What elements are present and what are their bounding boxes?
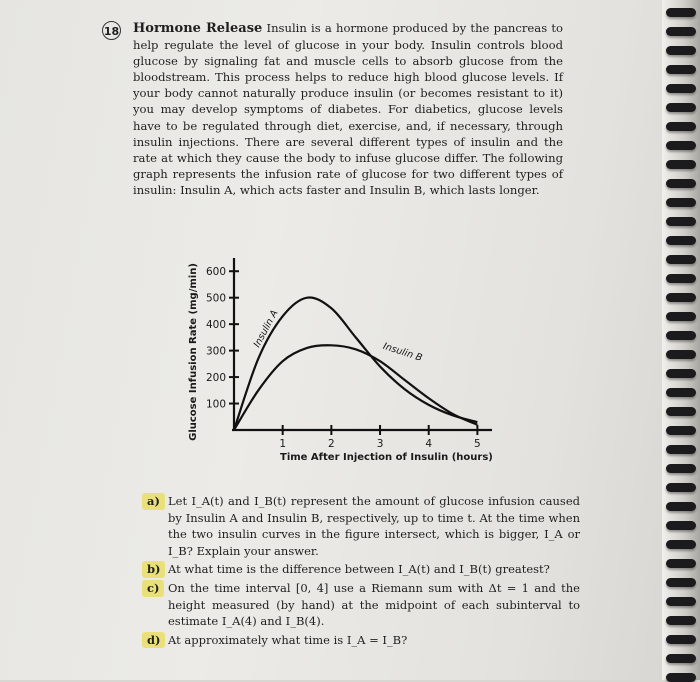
binding-ring xyxy=(666,540,696,549)
binding-ring xyxy=(666,236,696,245)
binding-ring xyxy=(666,521,696,530)
question-c xyxy=(140,580,580,630)
binding-ring xyxy=(666,8,696,17)
binding-ring xyxy=(666,407,696,416)
x-tick-label: 4 xyxy=(425,438,433,450)
binding-ring xyxy=(666,65,696,74)
problem-number: 18 xyxy=(102,21,121,40)
question-a-text: Let I_A(t) and I_B(t) represent the amount of glucose infusion caused by Insulin A and Insulin B, respectively, up to time t. At the time when the two insulin curves in the figure intersect, which is bigger, I_A or I_B? Explain your answer. xyxy=(168,494,580,558)
x-axis-title: Time After Injection of Insulin (hours) xyxy=(280,452,493,463)
binding-ring xyxy=(666,616,696,625)
insulin-b-curve xyxy=(234,345,477,430)
binding-ring xyxy=(666,369,696,378)
binding-ring xyxy=(666,312,696,321)
y-tick-label: 200 xyxy=(205,372,226,385)
question-d-label: d) xyxy=(142,632,165,649)
binding-ring xyxy=(666,160,696,169)
binding-ring xyxy=(666,274,696,283)
question-d xyxy=(140,632,580,649)
binding-ring xyxy=(666,293,696,302)
question-b-text: At what time is the difference between I_A(t) and I_B(t) greatest? xyxy=(168,562,550,577)
binding-ring xyxy=(666,654,696,663)
insulin-b-label: Insulin B xyxy=(381,340,424,364)
binding-ring xyxy=(666,502,696,511)
binding-ring xyxy=(666,84,696,93)
y-tick-label: 500 xyxy=(205,292,226,305)
binding-ring xyxy=(666,46,696,55)
y-tick-label: 100 xyxy=(205,398,226,411)
binding-ring xyxy=(666,122,696,131)
x-tick-label: 5 xyxy=(474,438,481,450)
binding-ring xyxy=(666,559,696,568)
question-list xyxy=(140,486,580,648)
binding-ring xyxy=(666,388,696,397)
binding-ring xyxy=(666,331,696,340)
binding-ring xyxy=(666,141,696,150)
binding-ring xyxy=(666,635,696,644)
binding-ring xyxy=(666,217,696,226)
binding-ring xyxy=(666,103,696,112)
y-tick-label: 300 xyxy=(205,345,226,358)
question-d-text: At approximately what time is I_A = I_B? xyxy=(168,632,408,647)
problem-title: Hormone Release xyxy=(133,21,263,36)
binding-ring xyxy=(666,255,696,264)
binding-ring xyxy=(666,578,696,587)
problem-text xyxy=(133,20,563,198)
binding-ring xyxy=(666,483,696,492)
binding-ring xyxy=(666,27,696,36)
binding-ring xyxy=(666,350,696,359)
question-b xyxy=(140,561,580,578)
y-tick-label: 600 xyxy=(205,266,226,279)
binding-ring xyxy=(666,597,696,606)
binding-ring xyxy=(666,464,696,473)
binding-ring xyxy=(666,426,696,435)
question-c-label: c) xyxy=(142,580,164,597)
binding-ring xyxy=(666,198,696,207)
y-tick-label: 400 xyxy=(205,319,226,332)
x-tick-label: 2 xyxy=(328,438,335,450)
binding-ring xyxy=(666,179,696,188)
question-a xyxy=(140,493,580,559)
question-a-label: a) xyxy=(142,493,165,510)
question-b-label: b) xyxy=(142,561,165,578)
x-tick-label: 1 xyxy=(279,438,287,450)
problem-body: Insulin is a hormone produced by the pancreas to help regulate the level of glucose in your body. Insulin controls blood glucose by signaling fat and muscle cells to absorb glucose from the bloodstream. This process helps to reduce high blood glucose levels. If your body cannot naturally produce insulin (or becomes resistant to it) you may develop symptoms of diabetes. For diabetics, glucose levels have to be regulated through diet, exercise, and, if necessary, through insulin injections. There are several different types of insulin and the rate at which they cause the body to infuse glucose differ. The following graph represents the infusion rate of glucose for two different types of insulin: Insulin A, which acts faster and Insulin B, which lasts longer. xyxy=(133,21,563,197)
binding-ring xyxy=(666,445,696,454)
x-tick-label: 3 xyxy=(376,438,384,450)
y-axis-title: Glucose Infusion Rate (mg/min) xyxy=(188,263,199,441)
insulin-a-label: Insulin A xyxy=(251,308,281,350)
insulin-infusion-graph xyxy=(178,240,518,480)
binding-ring xyxy=(666,673,696,682)
question-c-text: On the time interval [0, 4] use a Riemann sum with Δt = 1 and the height measured (by hand) at the midpoint of each subinterval to estimate I_A(4) and I_B(4). xyxy=(168,580,580,629)
